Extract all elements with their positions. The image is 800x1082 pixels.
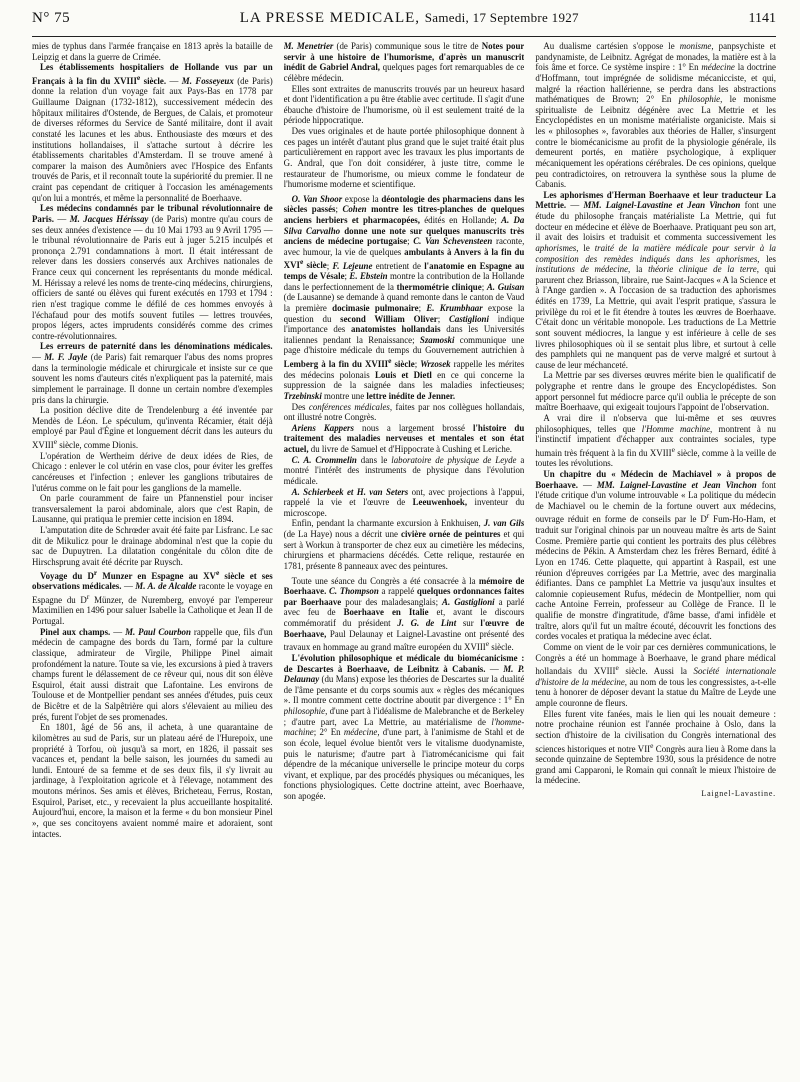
article-paragraph: Comme on vient de le voir par ces dernières communications, le Congrès a été un hommage à Boerhaave, le grand phare médical hollandais du XVIIIe siècle. Aussi la Société internationale d'histoire de la médecine, au nom de tous les congressistes, a-t-elle tenu à honorer de déposer devant la statue du Maître de Leyde une ample couronne de fleurs. xyxy=(535,641,776,709)
article-paragraph: Toute une séance du Congrès a été consacrée à la mémoire de Boerhaave. C. Thompson a rappelé quelques ordonnances faites par Boerhaave pour des maladesanglais; A. Gastiglioni a parlé avec feu de Boerhaave en Italie et, avant le discours commémoratif du président J. G. de Lint sur l'œuvre de Boerhaave, Paul Delaunay et Laignel-Lavastine ont présenté des travaux en hommage au grand maître européen du XVIIIe siècle. xyxy=(283,575,525,653)
issue-date: Samedi, 17 Septembre 1927 xyxy=(424,10,579,25)
article-paragraph: A. Schierbeek et H. van Seters ont, avec projections à l'appui, rappelé la vie et l'œuvre de Leeuwenhoek, inventeur du microscope. xyxy=(283,486,525,518)
article-paragraph: Les médecins condamnés par le tribunal révolutionnaire de Paris. — M. Jacques Hérissay (de Paris) montre qu'au cours de ses deux années d'existence — du 10 Mai 1793 au 9 Avril 1795 — le tribunal révolutionnaire de Paris eut à juger 5.215 inculpés et prononça 2.791 condamnations à mort. Il était intéressant de relever dans les dossiers conservés aux Archives nationales de France ceux qui concernent les représentants du monde médical. M. Hérissay a relevé les noms de trente-cinq médecins, chirurgiens, officiers de santé ou élèves qui furent exécutés en 1793 et 1794 : rien n'est tragique comme le défilé de ces hommes envoyés à l'échafaud pour des motifs souvent futiles — lettres trouvées, propos légers, actes imprudents considérés comme des crimes contre-révolutionnaires. xyxy=(32,203,273,341)
article-paragraph: L'évolution philosophique et médicale du biomécanicisme : de Descartes à Boerhaave, de Leibnitz à Cabanis. — M. P. Delaunay (du Mans) expose les théories de Descartes sur la dualité de l'âme pensante et du corps soumis aux « règles des mécaniques ». Il montre comment cette doctrine aboutit par divergence : 1° En philosophie, d'une part à l'idéalisme de Malebranche et de Berkeley ; d'autre part, avec La Mettrie, au matérialisme de l'homme-machine; 2° En médecine, d'une part, à l'animisme de Stahl et de son école, lequel évolue bientôt vers le vitalisme duodynamiste, puis le naturisme; d'autre part à l'iatromécanicisme qui fait dépendre de la mécanique universelle le principe moteur du corps vivant, et explique, par des procédés physiques ou mécaniques, les fonctions physiologiques. Cette doctrine atteint, avec Boerhaave, son apogée. xyxy=(283,652,525,802)
article-paragraph: La position déclive dite de Trendelenburg a été inventée par Mendès de Léon. Le spéculum, qu'inventa Récamier, était déjà employé par Paul d'Égine et longuement décrit dans les auteurs du XVIIIe siècle, comme Dionis. xyxy=(32,405,273,451)
article-paragraph: Enfin, pendant la charmante excursion à Enkhuisen, J. van Gils (de La Haye) nous a décrit une civière ornée de peintures et qui sert à Workun à transporter de chez eux au cimetière les médecins, chirurgiens et pharmaciens décédés. Cette relique, restaurée en 1781, présente 8 panneaux avec des peintures. xyxy=(283,518,525,571)
article-paragraph: A vrai dire il n'observa que lui-même et ses œuvres philosophiques, telles que l'Homme machine, montrent à nu l'instinctif impatient d'échapper aux contraintes sociales, type humain très fréquent à la fin du XVIIIe siècle, comme à la veille de toutes les révolutions. xyxy=(535,412,776,469)
article-paragraph: Ariens Kappers nous a largement brossé l'histoire du traitement des maladies nerveuses et mentales et son état actuel, du livre de Samuel et d'Hippocrate à Cushing et Leriche. xyxy=(283,422,525,455)
article-paragraph: Les établissements hospitaliers de Hollande vus par un Français à la fin du XVIIIe siècle. — M. Fosseyeux (de Paris) donne la relation d'un voyage fait aux Pays-Bas en 1778 par Guillaume Daignan (1732-1812), successivement médecin des hôpitaux militaires d'Ostende, de Bergues, de Calais, et promoteur de diverses réformes du Service de Santé militaire, dont il avait constaté les lacunes et les abus. Enthousiaste des mœurs et des institutions hollandaises, il s'attache surtout à décrire les établissements charitables d'Amsterdam. Il se trouve amené à comparer la maison des Aumôniers avec l'Hospice des Enfants trouvés de Paris, et il reconnaît toute la supériorité du premier. Il ne craint pas cependant de critiquer à l'occasion les aménagements qu'on lui a montrés, et même la personnalité de Boerhaave. xyxy=(32,62,273,203)
article-paragraph: C. A. Crommelin dans le laboratoire de physique de Leyde a montré l'intérêt des instruments de physique dans l'évolution médicale. xyxy=(283,454,525,486)
text-columns xyxy=(32,41,776,1077)
column-left xyxy=(32,41,273,1077)
issue-number: N° 75 xyxy=(32,10,71,26)
author-signature: Laignel-Lavastine. xyxy=(701,789,776,798)
article-paragraph: Au dualisme cartésien s'oppose le monisme, panpsychiste et pandynamiste, de Leibnitz. Agrégat de monades, la matière est à la fois âme et force. Ce système inspire : 1° En médecine la doctrine d'Hoffmann, tout imprégnée de solidisme mécanicciste, et qui, malgré la réaction hallérienne, se perdra dans les abstractions mathématiques de Brown; 2° En philosophie, le monisme spiritualiste de Leibnitz dégénère avec La Mettrie et les Encyclopédistes en un monisme matérialiste organiciste. Mais si les « philosophes », favorables aux théories de Haller, s'insurgent contre le biomécanicisme au profit de la physiologie générale, ils demeurent portés, en matière psychologique, à expliquer mécaniquement les opérations cérébrales. De ces opinions, quelque peu contradictoires, on retrouvera la synthèse sous la plume de Cabanis. xyxy=(535,41,776,190)
running-title xyxy=(240,10,579,27)
article-paragraph: Les aphorismes d'Herman Boerhaave et leur traducteur La Mettrie. — MM. Laignel-Lavastine et Jean Vinchon font une étude du philosophe français matérialiste La Mettrie, qui fut docteur en médecine et élève de Boerhaave. Pratiquant peu son art, il avait des loisirs et traduisit et commenta successivement les aphorismes, le traité de la matière médicale pour servir à la composition des remèdes indiqués dans les aphorismes, les institutions de médecine, la théorie clinique de la terre, qui parurent chez Briasson, libraire, rue Saint-Jacques « A la Science et à l'Ange gardien ». A l'occasion de sa traduction des aphorismes édités en 1739, La Mettrie, qui avait l'esprit pratique, s'assura le privilège du roi et le fit étendre à toutes les œuvres de Boerhaave. C'était donc un véritable monopole. Les traductions de La Mettrie sont souvent médiocres, la langue y est inférieure à celle de ses livres philosophiques où il se sentait plus libre, et surtout à celle des pamphlets qui ne manquent pas de verve malgré et surtout à cause de leur méchanceté. xyxy=(535,189,776,370)
column-right xyxy=(535,41,776,1077)
article-paragraph: La Mettrie par ses diverses œuvres mérite bien le qualificatif de polygraphe et rentre dans le groupe des Encyclopédistes. Son apport personnel fut médiocre parce qu'il oublia le précepte de son maître Boerhaave, qui exigeait toujours l'appoint de l'observation. xyxy=(535,370,776,413)
journal-name: LA PRESSE MEDICALE, xyxy=(239,10,421,26)
article-paragraph: On parle couramment de faire un Pfannenstiel pour inciser transversalement la paroi abdominale, alors que c'est Rapin, de Lausanne, qui pratiqua le premier cette incision en 1894. xyxy=(32,493,273,525)
article-paragraph: mies de typhus dans l'armée française en 1813 après la bataille de Leipzig et dans la guerre de Crimée. xyxy=(32,41,273,62)
article-paragraph: Voyage du $D^r$ Munzer en Espagne au XVe siècle et ses observations médicales. — M. A. de Alcalde raconte le voyage en Espagne du $D^r$ Münzer, de Nuremberg, envoyé par l'empereur Maximilien en 1496 pour saluer Isabelle la Catholique et Jean II de Portugal. xyxy=(32,567,273,626)
article-paragraph: O. Van Shoor expose la déontologie des pharmaciens dans les siècles passés; Cohen montre les titres-planches de quelques anciens herbiers et pharmacopées, édités en Hollande; A. Da Silva Carvalho donne une note sur quelques manuscrits très anciens de médecine portugaise; C. Van Schevensteen raconte, avec humour, la vie de quelques ambulants à Anvers à la fin du XVIe siècle; F. Lejeune entretient de l'anatomie en Espagne au temps de Vésale; E. Ebstein montre la contribution de la Hollande dans le perfectionnement de la thermométrie clinique; A. Guisan (de Lausanne) se demande à quand remonte dans le canton de Vaud la première docimasie pulmonaire; E. Krumbhaar expose la question du second William Oliver; Castiglioni indique l'importance des anatomistes hollandais dans les Universités italiennes pendant la Renaissance; Szamoski communique une page d'histoire médicale du temps du Gouvernement autrichien à Lemberg à la fin du XVIIIe siècle; Wrzosek rappelle les mérites des médecins polonais Louis et Dietl en ce qui concerne la suppression de la saignée dans les maladies infectieuses; Trzebinski montre une lettre inédite de Jenner. xyxy=(283,193,525,401)
column-middle xyxy=(284,41,525,1077)
article-paragraph: Elles furent vite fanées, mais le lien qui les nouait demeure : notre prochaine réunion est l'année prochaine à Oslo, dans la section d'histoire de la civilisation du Congrès international des sciences historiques et notre VIIe Congrès aura lieu à Rome dans la seconde quinzaine de Septembre 1930, sous la présidence de notre grand ami Capparoni, le Romain qui connaît le mieux l'histoire de la médecine. xyxy=(535,708,776,786)
article-paragraph: M. Menetrier (de Paris) communique sous le titre de Notes pour servir à une histoire de l'humorisme, d'après un manuscrit inédit de Gabriel Andral, quelques pages fort remarquables de ce célèbre médecin. xyxy=(283,41,525,83)
article-paragraph: L'amputation dite de Schrœder avait été faite par Lisfranc. Le sac dit de Mikulicz pour le drainage abdominal n'est que la copie du sac de Dupuytren. La dilatation congénitale du côlon dite de Hirschsprung avait été décrite par Ruysch. xyxy=(32,525,273,567)
article-paragraph: Elles sont extraites de manuscrits trouvés par un heureux hasard et dont l'identification a pu être établie avec certitude. Il s'agit d'une ébauche d'histoire de l'humorisme, où il est seulement traité de la période hippocratique. xyxy=(283,83,525,126)
page-header xyxy=(32,10,776,37)
page-folio: 1141 xyxy=(748,11,776,26)
article-paragraph: Des conférences médicales, faites par nos collègues hollandais, ont illustré notre Congrès. xyxy=(283,401,525,423)
article-paragraph: Les erreurs de paternité dans les dénominations médicales. — M. F. Jayle (de Paris) fait remarquer l'abus des noms propres dans la terminologie médicale et chirurgicale et insiste sur ce que souvent les noms d'auteurs cités n'expliquent pas la paternité, mais simplement le parrainage. Il donne un certain nombre d'exemples pris dans la chirurgie. xyxy=(32,341,273,405)
column-right-body xyxy=(535,41,776,786)
article-paragraph: L'opération de Wertheim dérive de deux idées de Ries, de Chicago : enlever le col utérin en vase clos, pour éviter les greffes cancéreuses et l'infection ; enlever les ganglions tributaires de l'utérus comme on le fait pour les ganglions de la mamelle. xyxy=(32,450,273,493)
article-paragraph: Pinel aux champs. — M. Paul Courbon rappelle que, fils d'un médecin de campagne des bords du Tarn, formé par la culture classique, admirateur de Virgile, Philippe Pinel aimait profondément la nature. Toute sa vie, les excursions à pied à travers champs furent le délassement de ce rêveur qui, nous dit son élève Esquirol, était aussi distrait que Lafontaine. Les environs de Toulouse et de Montpellier pendant ses années d'études, puis ceux de Bicêtre et de la Salpêtrière qui alors s'élevaient au milieu des prés, furent l'objet de ses promenades. xyxy=(32,626,273,722)
article-paragraph: Un chapitre du « Médecin de Machiavel » à propos de Boerhaave. — MM. Laignel-Lavastine et Jean Vinchon font l'étude critique d'un volume introuvable « La politique du médecin de Machiavel ou le chemin de la fortune ouvert aux médecins, ouvrage réduit en forme de conseils par le $D^r$ Fum-Ho-Ham, et traduit sur l'original chinois par un nouveau maître ès arts de Saint Cosme. Première partie qui contient les portraits des plus célèbres médecins de Pékin. A Amsterdam chez les frères Bernard, édité à Lyon en 1746. Cette plaquette, qui appartint à Raspail, est une réunion d'épreuves corrigées par La Mettrie, avec des marginalia édifiantes. Dans ce pamphlet La Mettrie va jusqu'aux insultes et calomnie copieusement Rufus, médecin de Montpellier, nom qui cache Antoine Ferrein, professeur au Collège de France. Il le qualifie de monstre d'ingratitude, d'âme basse, d'ami infidèle et traître, alors qu'il fut un maître écouté, découvrit les fonctions des cordes vocales et pratiqua la médecine avec éclat. xyxy=(535,468,776,642)
article-paragraph: Des vues originales et de haute portée philosophique donnent à ces pages un intérêt d'autant plus grand que le sujet traité était plus particulièrement en rapport avec les travaux les plus importants de G. Andral, que l'on doit considérer, à juste titre, comme le restaurateur de l'humorisme, ou mieux comme le fondateur de l'humorisme moderne et scientifique. xyxy=(283,126,525,190)
article-paragraph: En 1801, âgé de 56 ans, il acheta, à une quarantaine de kilomètres au sud de Paris, sur un plateau aéré de l'Hurepoix, une propriété à Torfou, où jusqu'à sa mort, en 1826, il passait ses vacances et, pendant la belle saison, les journées du samedi au lundi. Entouré de sa femme et de ses deux fils, il s'y livrait au jardinage, à l'exploitation agricole et à l'élevage, notamment des moutons mérinos. Ses amis et élèves, Bricheteau, Ferrus, Rostan, Esquirol, Pariset, etc., y recevaient la plus accueillante hospitalité. Aujourd'hui, encore, la maison et la ferme « du bon monsieur Pinel », que ses concitoyens avaient nommé maire et adoraient, sont intactes. xyxy=(32,722,273,839)
